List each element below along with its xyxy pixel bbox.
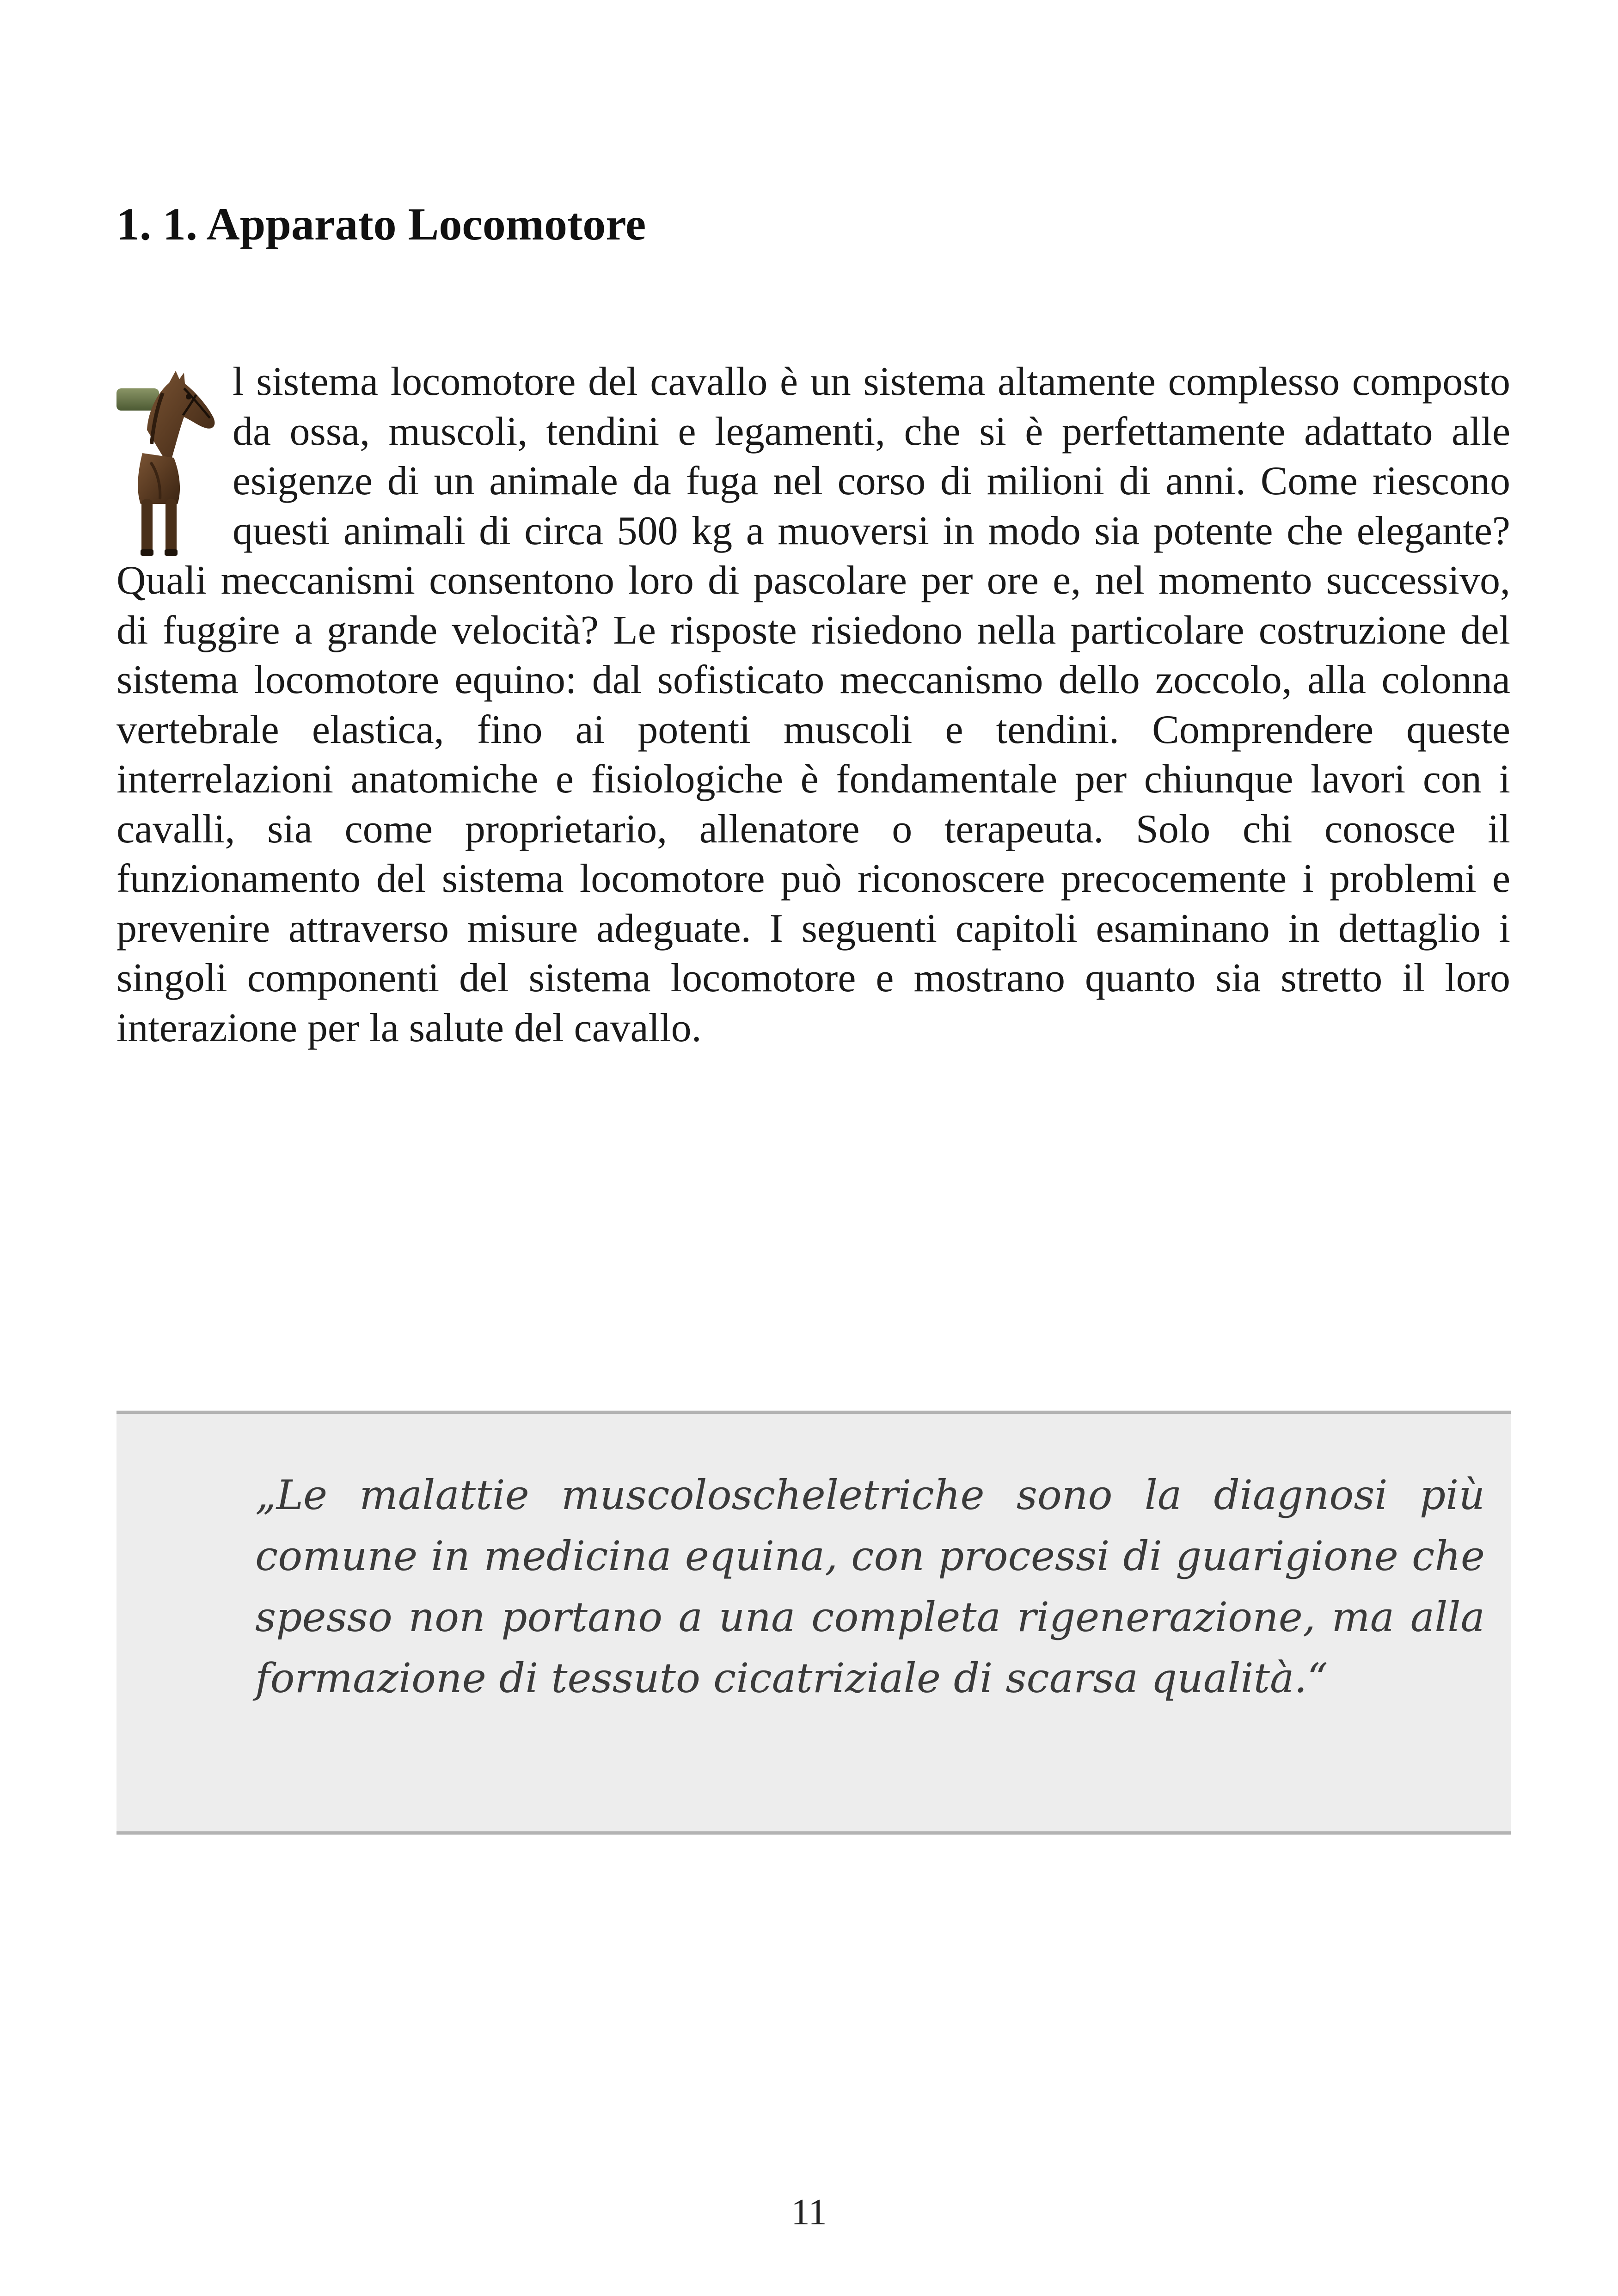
- page-number: 11: [791, 2192, 827, 2233]
- section-heading: 1. 1. Apparato Locomotore: [116, 198, 646, 250]
- pull-quote-box: [116, 1411, 1511, 1835]
- intro-paragraph: [116, 357, 1510, 1053]
- horse-dropcap-illustration: [115, 361, 223, 559]
- pull-quote-text: „Le malattie muscoloscheletriche sono la diagnosi più comune in medicina equina, con processi di guarigione che spesso non portano a una completa rigenerazione, ma alla formazione di tessuto cicatriziale di scarsa qualità.“: [255, 1471, 1485, 1702]
- intro-paragraph-text: l sistema locomotore del cavallo è un sistema altamente complesso composto da ossa, muscoli, tendini e legamenti, che si è perfettamente adattato alle esigenze di un animale da fuga nel corso di milioni di anni. Come riescono questi animali di circa 500 kg a muoversi in modo sia potente che elegante? Quali meccanismi consentono loro di pascolare per ore e, nel momento successivo, di fuggire a grande velocità? Le risposte risiedono nella particolare costruzione del sistema locomotore equino: dal sofisticato meccanismo dello zoccolo, alla colonna vertebrale elastica, fino ai potenti muscoli e tendini. Comprendere queste interrelazioni anatomiche e fisiologiche è fondamentale per chiunque lavori con i cavalli, sia come proprietario, allenatore o terapeuta. Solo chi conosce il funzionamento del sistema locomotore può riconoscere precocemente i problemi e prevenire attraverso misure adeguate. I seguenti capitoli esaminano in dettaglio i singoli componenti del sistema locomotore e mostrano quanto sia stretto il loro interazione per la salute del cavallo.: [116, 359, 1510, 1050]
